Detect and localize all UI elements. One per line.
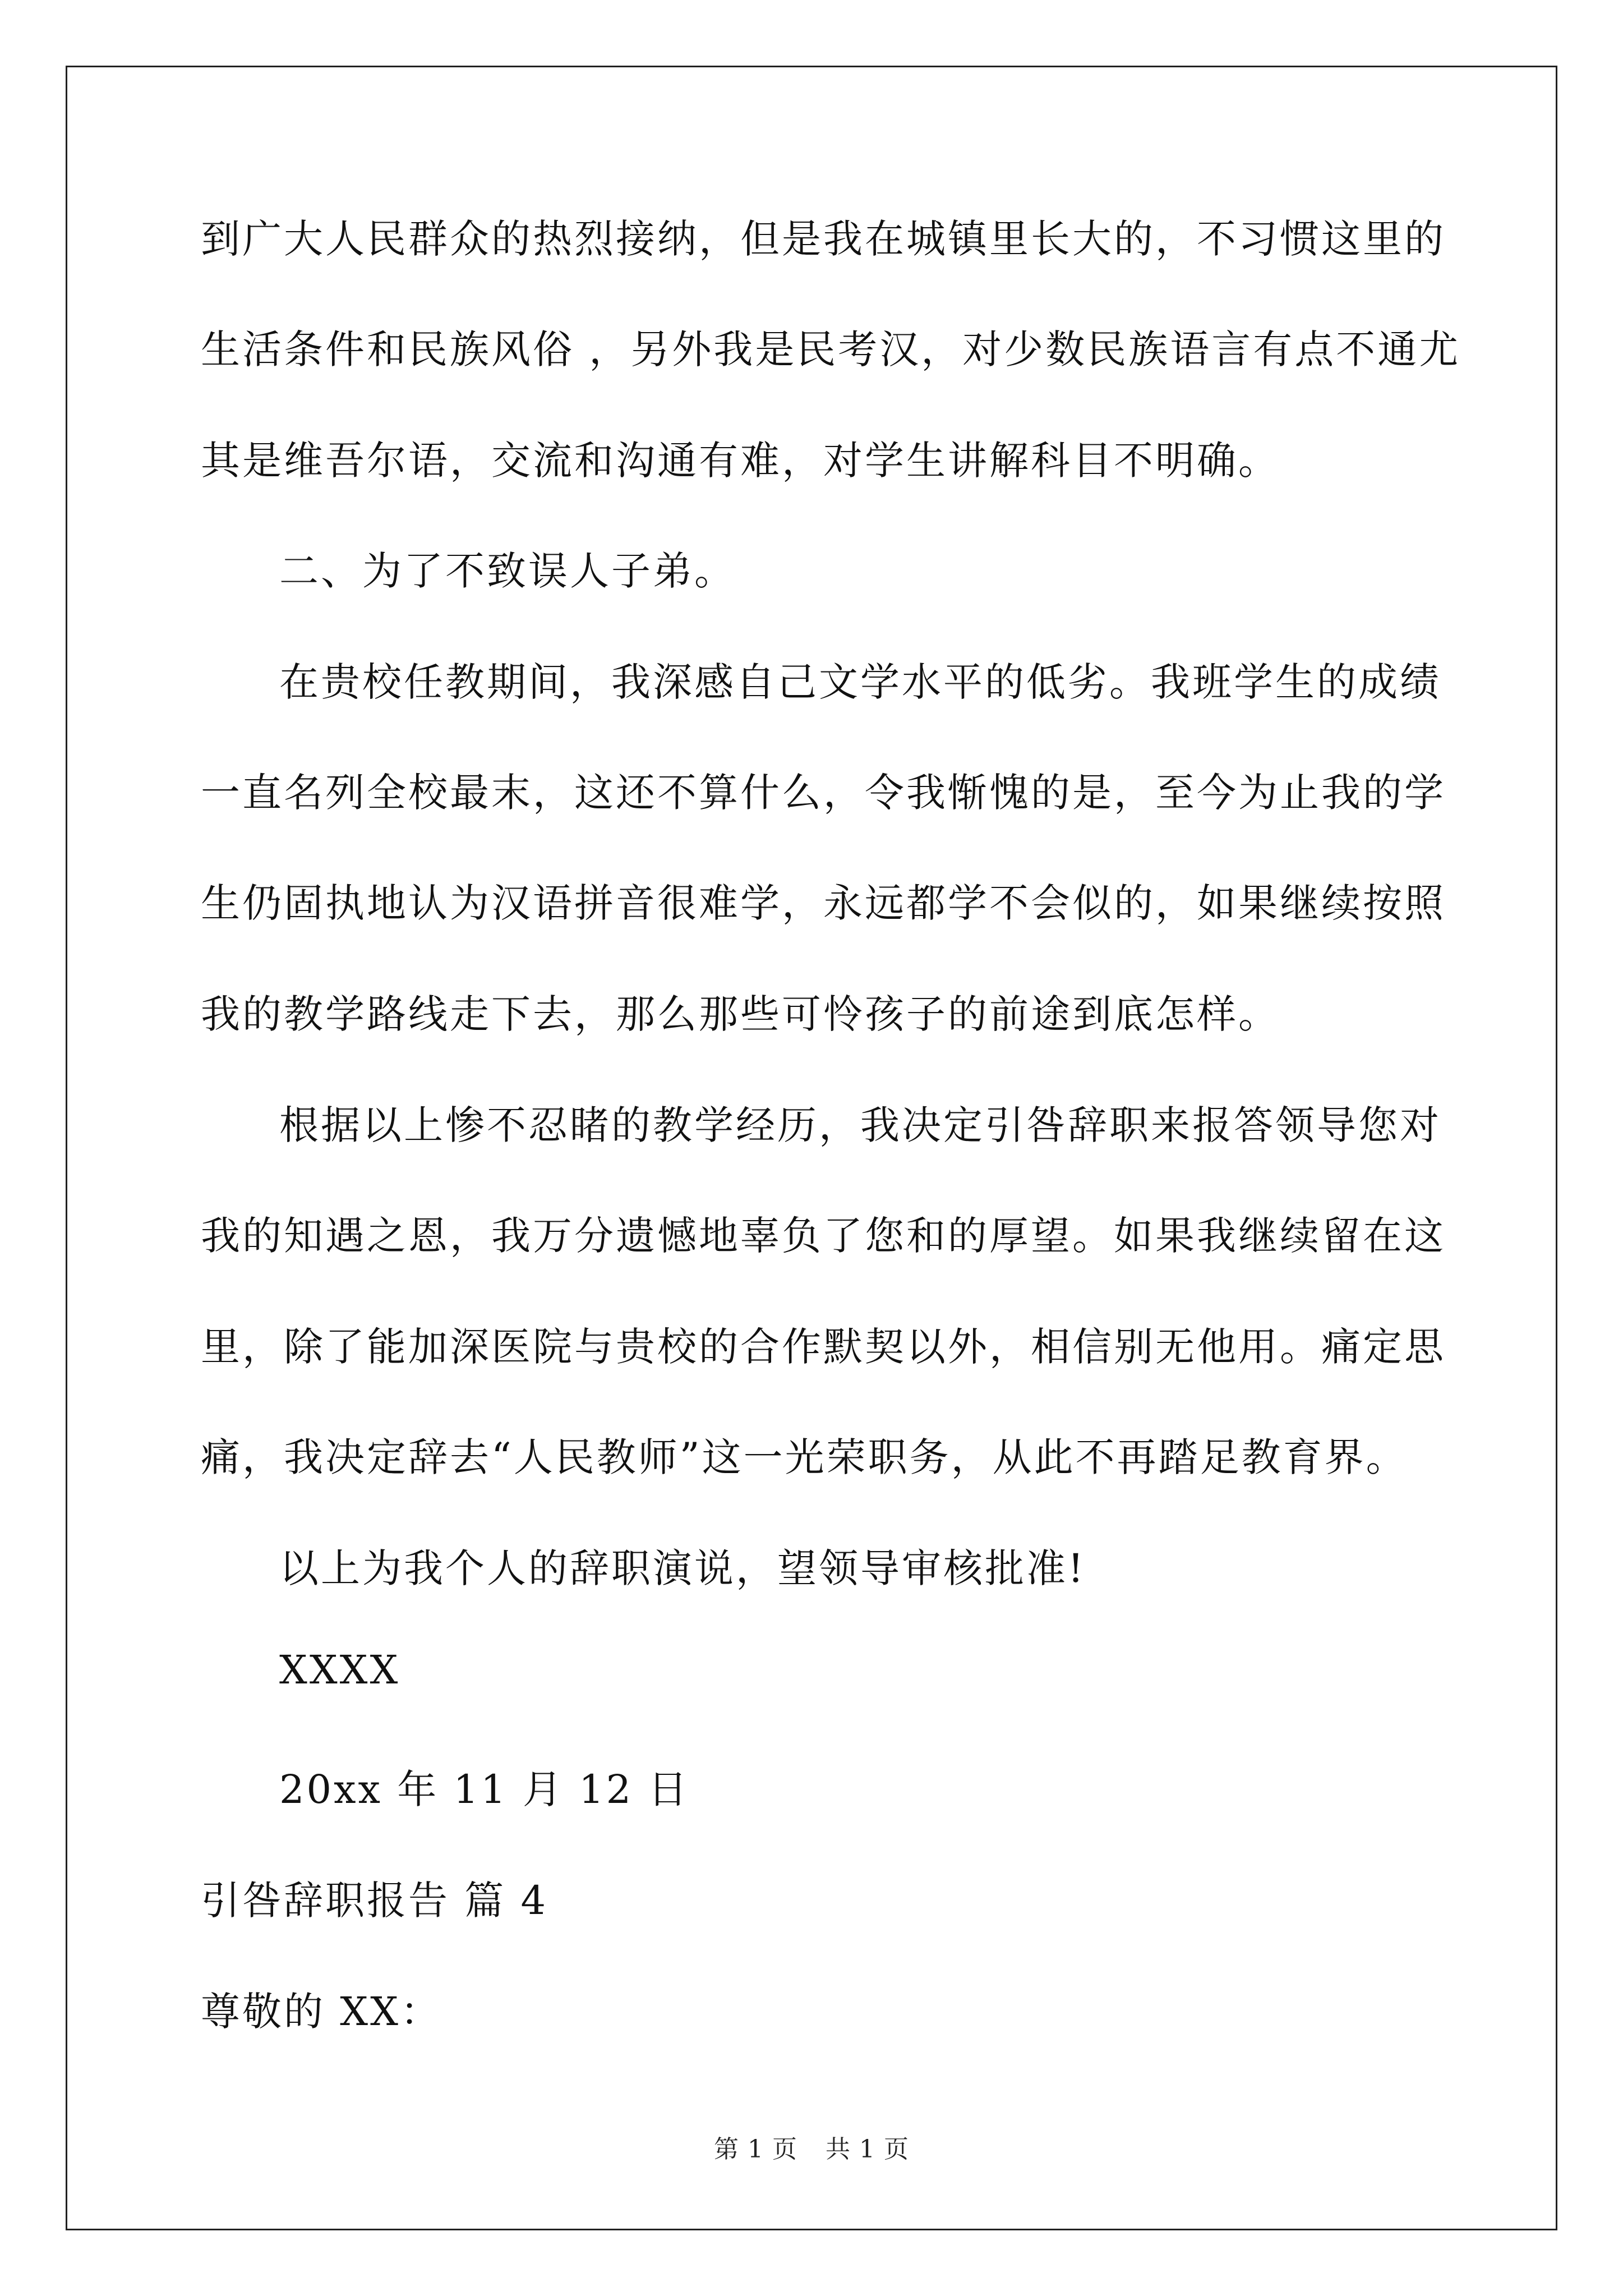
text-line: 我的知遇之恩，我万分遗憾地辜负了您和的厚望。如果我继续留在这 xyxy=(201,1213,1446,1259)
text-line: 到广大人民群众的热烈接纳，但是我在城镇里长大的，不习惯这里的 xyxy=(201,216,1446,262)
text-line: 生仍固执地认为汉语拼音很难学，永远都学不会似的，如果继续按照 xyxy=(201,880,1446,926)
page-number: 第 1 页 xyxy=(714,2135,797,2164)
text-line: 一直名列全校最末，这还不算什么，令我惭愧的是，至今为止我的学 xyxy=(201,770,1446,816)
text-line: 以上为我个人的辞职演说，望领导审核批准! xyxy=(279,1545,1086,1591)
text-line: 我的教学路线走下去，那么那些可怜孩子的前途到底怎样。 xyxy=(201,991,1280,1037)
section-heading: 二、为了不致误人子弟。 xyxy=(279,548,736,594)
text-line: 里，除了能加深医院与贵校的合作默契以外，相信别无他用。痛定思 xyxy=(201,1324,1446,1370)
section-title: 引咎辞职报告 篇 4 xyxy=(201,1878,548,1924)
salutation: 尊敬的 XX： xyxy=(201,1989,442,2035)
page-total: 共 1 页 xyxy=(826,2135,909,2164)
text-line: 生活条件和民族风俗 ，另外我是民考汉，对少数民族语言有点不通尤 xyxy=(201,326,1461,372)
text-line: 在贵校任教期间，我深感自己文学水平的低劣。我班学生的成绩 xyxy=(279,659,1441,705)
signature: XXXX xyxy=(279,1647,400,1693)
date-line: 20xx 年 11 月 12 日 xyxy=(279,1766,690,1812)
text-line: 根据以上惨不忍睹的教学经历，我决定引咎辞职来报答领导您对 xyxy=(279,1102,1441,1148)
page-footer xyxy=(0,2129,1623,2165)
text-line: 痛，我决定辞去“人民教师”这一光荣职务，从此不再踏足教育界。 xyxy=(201,1434,1408,1480)
text-line: 其是维吾尔语，交流和沟通有难，对学生讲解科目不明确。 xyxy=(201,438,1280,484)
